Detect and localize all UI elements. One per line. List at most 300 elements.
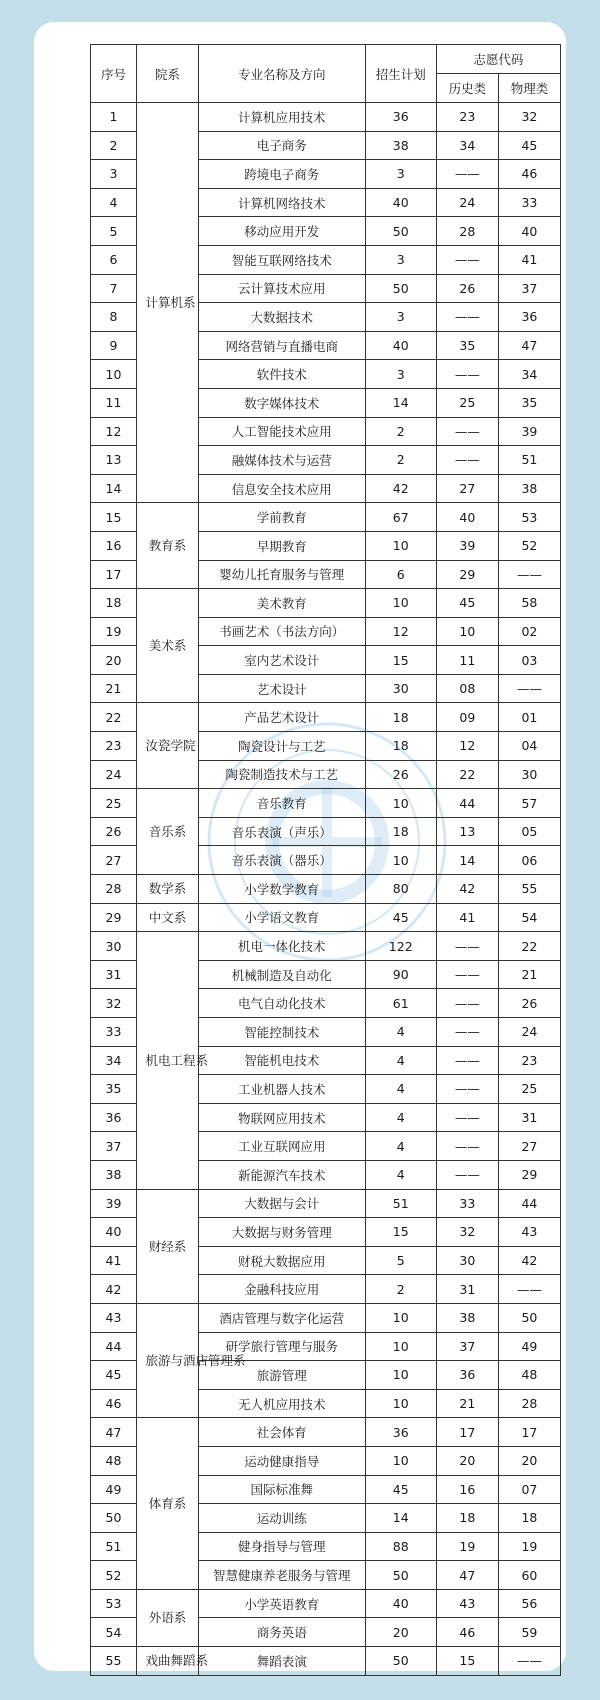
cell-history-code: 24 [436, 188, 498, 217]
cell-quota: 18 [365, 817, 436, 846]
cell-seq: 12 [91, 417, 137, 446]
cell-seq: 16 [91, 531, 137, 560]
cell-major: 计算机应用技术 [199, 103, 366, 132]
cell-history-code: 23 [436, 103, 498, 132]
cell-physics-code: 43 [498, 1218, 560, 1247]
cell-history-code: 25 [436, 388, 498, 417]
cell-history-code: 33 [436, 1189, 498, 1218]
cell-major: 大数据技术 [199, 303, 366, 332]
cell-seq: 30 [91, 932, 137, 961]
cell-seq: 36 [91, 1103, 137, 1132]
cell-physics-code: 05 [498, 817, 560, 846]
cell-history-code: 09 [436, 703, 498, 732]
cell-seq: 27 [91, 846, 137, 875]
cell-major: 工业机器人技术 [199, 1075, 366, 1104]
cell-physics-code: 53 [498, 503, 560, 532]
cell-major: 艺术设计 [199, 674, 366, 703]
cell-quota: 26 [365, 760, 436, 789]
cell-department [136, 903, 198, 932]
cell-quota: 40 [365, 188, 436, 217]
cell-seq: 21 [91, 674, 137, 703]
cell-major: 无人机应用技术 [199, 1389, 366, 1418]
cell-physics-code: 02 [498, 617, 560, 646]
cell-physics-code: 19 [498, 1532, 560, 1561]
cell-seq: 52 [91, 1561, 137, 1590]
cell-major: 酒店管理与数字化运营 [199, 1303, 366, 1332]
cell-quota: 6 [365, 560, 436, 589]
cell-physics-code: 55 [498, 875, 560, 904]
cell-physics-code: 18 [498, 1504, 560, 1533]
cell-physics-code: —— [498, 674, 560, 703]
cell-history-code: 11 [436, 646, 498, 675]
department-name: 计算机系 [145, 295, 196, 311]
cell-seq: 18 [91, 589, 137, 618]
cell-history-code: —— [436, 160, 498, 189]
cell-major: 室内艺术设计 [199, 646, 366, 675]
cell-seq: 41 [91, 1246, 137, 1275]
cell-major: 财税大数据应用 [199, 1246, 366, 1275]
cell-major: 陶瓷设计与工艺 [199, 732, 366, 761]
cell-major: 新能源汽车技术 [199, 1160, 366, 1189]
cell-major: 大数据与财务管理 [199, 1218, 366, 1247]
cell-physics-code: 03 [498, 646, 560, 675]
cell-physics-code: 46 [498, 160, 560, 189]
cell-seq: 50 [91, 1504, 137, 1533]
cell-quota: 50 [365, 1561, 436, 1590]
cell-history-code: 42 [436, 875, 498, 904]
cell-history-code: 18 [436, 1504, 498, 1533]
cell-major: 智慧健康养老服务与管理 [199, 1561, 366, 1590]
cell-seq: 8 [91, 303, 137, 332]
header-major: 专业名称及方向 [199, 45, 366, 103]
cell-quota: 4 [365, 1018, 436, 1047]
cell-quota: 14 [365, 1504, 436, 1533]
cell-seq: 46 [91, 1389, 137, 1418]
cell-history-code: 43 [436, 1589, 498, 1618]
cell-history-code: 37 [436, 1332, 498, 1361]
cell-quota: 2 [365, 417, 436, 446]
table-row [91, 932, 561, 961]
cell-physics-code: 32 [498, 103, 560, 132]
cell-major: 书画艺术（书法方向） [199, 617, 366, 646]
cell-major: 数字媒体技术 [199, 388, 366, 417]
cell-major: 产品艺术设计 [199, 703, 366, 732]
cell-seq: 32 [91, 989, 137, 1018]
cell-physics-code: 45 [498, 131, 560, 160]
cell-history-code: 30 [436, 1246, 498, 1275]
cell-history-code: —— [436, 446, 498, 475]
cell-history-code: 35 [436, 331, 498, 360]
cell-history-code: 10 [436, 617, 498, 646]
cell-history-code: 39 [436, 531, 498, 560]
department-name: 戏曲舞蹈系 [145, 1653, 208, 1669]
cell-physics-code: 35 [498, 388, 560, 417]
department-name: 机电工程系 [145, 1052, 208, 1068]
header-seq: 序号 [91, 45, 137, 103]
cell-physics-code: 57 [498, 789, 560, 818]
department-name: 汝瓷学院 [145, 738, 196, 754]
cell-quota: 18 [365, 703, 436, 732]
cell-physics-code: 20 [498, 1446, 560, 1475]
cell-major: 研学旅行管理与服务 [199, 1332, 366, 1361]
cell-seq: 38 [91, 1160, 137, 1189]
cell-physics-code: 47 [498, 331, 560, 360]
cell-quota: 10 [365, 589, 436, 618]
cell-quota: 45 [365, 1475, 436, 1504]
cell-major: 电气自动化技术 [199, 989, 366, 1018]
department-name: 美术系 [148, 638, 187, 654]
cell-physics-code: 39 [498, 417, 560, 446]
cell-major: 音乐教育 [199, 789, 366, 818]
cell-seq: 31 [91, 960, 137, 989]
cell-quota: 51 [365, 1189, 436, 1218]
cell-major: 电子商务 [199, 131, 366, 160]
cell-department [136, 103, 198, 503]
cell-department [136, 703, 198, 789]
cell-major: 健身指导与管理 [199, 1532, 366, 1561]
cell-major: 融媒体技术与运营 [199, 446, 366, 475]
content-card [34, 22, 566, 1671]
cell-history-code: —— [436, 303, 498, 332]
cell-major: 智能互联网络技术 [199, 245, 366, 274]
cell-seq: 1 [91, 103, 137, 132]
cell-seq: 51 [91, 1532, 137, 1561]
header-quota: 招生计划 [365, 45, 436, 103]
cell-history-code: 08 [436, 674, 498, 703]
cell-seq: 39 [91, 1189, 137, 1218]
cell-history-code: 47 [436, 1561, 498, 1590]
cell-seq: 10 [91, 360, 137, 389]
cell-seq: 15 [91, 503, 137, 532]
cell-history-code: 28 [436, 217, 498, 246]
cell-quota: 122 [365, 932, 436, 961]
cell-department [136, 789, 198, 875]
cell-quota: 10 [365, 1303, 436, 1332]
cell-seq: 11 [91, 388, 137, 417]
cell-major: 音乐表演（器乐） [199, 846, 366, 875]
table-row [91, 903, 561, 932]
cell-major: 社会体育 [199, 1418, 366, 1447]
cell-quota: 4 [365, 1103, 436, 1132]
cell-major: 跨境电子商务 [199, 160, 366, 189]
cell-history-code: 44 [436, 789, 498, 818]
cell-major: 小学英语教育 [199, 1589, 366, 1618]
cell-physics-code: 58 [498, 589, 560, 618]
cell-quota: 10 [365, 1332, 436, 1361]
cell-quota: 3 [365, 160, 436, 189]
cell-quota: 3 [365, 303, 436, 332]
cell-seq: 6 [91, 245, 137, 274]
cell-quota: 2 [365, 1275, 436, 1304]
cell-major: 人工智能技术应用 [199, 417, 366, 446]
cell-physics-code: 26 [498, 989, 560, 1018]
cell-quota: 10 [365, 1446, 436, 1475]
cell-physics-code: 29 [498, 1160, 560, 1189]
cell-quota: 40 [365, 1589, 436, 1618]
cell-physics-code: —— [498, 560, 560, 589]
cell-seq: 40 [91, 1218, 137, 1247]
cell-physics-code: 41 [498, 245, 560, 274]
cell-physics-code: 17 [498, 1418, 560, 1447]
cell-history-code: 20 [436, 1446, 498, 1475]
cell-major: 商务英语 [199, 1618, 366, 1647]
cell-physics-code: 21 [498, 960, 560, 989]
department-name: 数学系 [148, 881, 187, 897]
cell-quota: 10 [365, 1389, 436, 1418]
cell-major: 云计算技术应用 [199, 274, 366, 303]
cell-history-code: —— [436, 989, 498, 1018]
cell-physics-code: 04 [498, 732, 560, 761]
cell-physics-code: 23 [498, 1046, 560, 1075]
cell-seq: 25 [91, 789, 137, 818]
cell-seq: 23 [91, 732, 137, 761]
cell-history-code: 17 [436, 1418, 498, 1447]
cell-quota: 67 [365, 503, 436, 532]
cell-seq: 34 [91, 1046, 137, 1075]
cell-quota: 40 [365, 331, 436, 360]
cell-history-code: 31 [436, 1275, 498, 1304]
cell-seq: 47 [91, 1418, 137, 1447]
cell-major: 机电一体化技术 [199, 932, 366, 961]
cell-history-code: —— [436, 1018, 498, 1047]
cell-physics-code: 07 [498, 1475, 560, 1504]
cell-department [136, 589, 198, 703]
cell-physics-code: 60 [498, 1561, 560, 1590]
cell-seq: 7 [91, 274, 137, 303]
cell-quota: 18 [365, 732, 436, 761]
cell-quota: 20 [365, 1618, 436, 1647]
cell-major: 大数据与会计 [199, 1189, 366, 1218]
cell-physics-code: 50 [498, 1303, 560, 1332]
cell-major: 金融科技应用 [199, 1275, 366, 1304]
cell-major: 陶瓷制造技术与工艺 [199, 760, 366, 789]
cell-major: 智能控制技术 [199, 1018, 366, 1047]
cell-major: 小学语文教育 [199, 903, 366, 932]
table-row [91, 789, 561, 818]
cell-quota: 10 [365, 1361, 436, 1390]
cell-physics-code: 22 [498, 932, 560, 961]
cell-physics-code: 34 [498, 360, 560, 389]
cell-seq: 44 [91, 1332, 137, 1361]
cell-department [136, 1589, 198, 1646]
cell-seq: 28 [91, 875, 137, 904]
cell-quota: 3 [365, 360, 436, 389]
cell-physics-code: —— [498, 1275, 560, 1304]
header-code: 志愿代码 [436, 45, 560, 74]
department-name: 教育系 [148, 538, 187, 554]
cell-major: 工业互联网应用 [199, 1132, 366, 1161]
cell-seq: 33 [91, 1018, 137, 1047]
cell-major: 小学数学教育 [199, 875, 366, 904]
cell-history-code: —— [436, 1046, 498, 1075]
cell-history-code: 41 [436, 903, 498, 932]
cell-department [136, 932, 208, 1189]
cell-seq: 20 [91, 646, 137, 675]
table-body [91, 103, 561, 1676]
cell-quota: 2 [365, 446, 436, 475]
cell-physics-code: 37 [498, 274, 560, 303]
header-physics: 物理类 [498, 74, 560, 103]
cell-major: 国际标准舞 [199, 1475, 366, 1504]
cell-history-code: 38 [436, 1303, 498, 1332]
cell-history-code: 16 [436, 1475, 498, 1504]
cell-major: 舞蹈表演 [199, 1647, 366, 1676]
cell-quota: 4 [365, 1046, 436, 1075]
table-row [91, 875, 561, 904]
header-history: 历史类 [436, 74, 498, 103]
cell-quota: 50 [365, 274, 436, 303]
cell-history-code: 15 [436, 1647, 498, 1676]
table-row [91, 589, 561, 618]
cell-quota: 36 [365, 1418, 436, 1447]
cell-seq: 14 [91, 474, 137, 503]
cell-physics-code: 01 [498, 703, 560, 732]
cell-major: 网络营销与直播电商 [199, 331, 366, 360]
cell-physics-code: —— [498, 1647, 560, 1676]
department-name: 体育系 [148, 1496, 187, 1512]
cell-quota: 10 [365, 846, 436, 875]
cell-quota: 14 [365, 388, 436, 417]
cell-quota: 50 [365, 1647, 436, 1676]
cell-seq: 4 [91, 188, 137, 217]
department-name: 财经系 [148, 1238, 187, 1254]
cell-quota: 42 [365, 474, 436, 503]
cell-seq: 13 [91, 446, 137, 475]
cell-seq: 48 [91, 1446, 137, 1475]
cell-quota: 88 [365, 1532, 436, 1561]
cell-history-code: 34 [436, 131, 498, 160]
cell-seq: 19 [91, 617, 137, 646]
cell-quota: 4 [365, 1160, 436, 1189]
cell-major: 物联网应用技术 [199, 1103, 366, 1132]
cell-physics-code: 38 [498, 474, 560, 503]
cell-history-code: 45 [436, 589, 498, 618]
cell-history-code: 22 [436, 760, 498, 789]
cell-seq: 49 [91, 1475, 137, 1504]
cell-seq: 26 [91, 817, 137, 846]
header-dept: 院系 [136, 45, 198, 103]
cell-history-code: 32 [436, 1218, 498, 1247]
department-name: 旅游与酒店管理系 [145, 1353, 246, 1369]
cell-history-code: 46 [436, 1618, 498, 1647]
cell-seq: 45 [91, 1361, 137, 1390]
table-row [91, 1418, 561, 1447]
cell-physics-code: 49 [498, 1332, 560, 1361]
table-row [91, 703, 561, 732]
cell-seq: 55 [91, 1647, 137, 1676]
cell-history-code: —— [436, 245, 498, 274]
cell-major: 学前教育 [199, 503, 366, 532]
cell-history-code: 19 [436, 1532, 498, 1561]
cell-department [136, 1303, 246, 1417]
cell-physics-code: 24 [498, 1018, 560, 1047]
header-row [91, 45, 561, 74]
cell-quota: 4 [365, 1075, 436, 1104]
cell-physics-code: 30 [498, 760, 560, 789]
cell-department [136, 1647, 208, 1676]
cell-quota: 3 [365, 245, 436, 274]
cell-seq: 43 [91, 1303, 137, 1332]
cell-department [136, 1418, 198, 1590]
cell-history-code: —— [436, 1103, 498, 1132]
table-row [91, 503, 561, 532]
cell-quota: 15 [365, 1218, 436, 1247]
cell-seq: 54 [91, 1618, 137, 1647]
cell-major: 旅游管理 [199, 1361, 366, 1390]
cell-physics-code: 40 [498, 217, 560, 246]
cell-history-code: —— [436, 1132, 498, 1161]
cell-seq: 29 [91, 903, 137, 932]
cell-physics-code: 44 [498, 1189, 560, 1218]
cell-quota: 10 [365, 789, 436, 818]
cell-history-code: 29 [436, 560, 498, 589]
cell-history-code: 40 [436, 503, 498, 532]
cell-seq: 2 [91, 131, 137, 160]
department-name: 中文系 [148, 909, 187, 925]
cell-seq: 22 [91, 703, 137, 732]
cell-seq: 42 [91, 1275, 137, 1304]
cell-quota: 50 [365, 217, 436, 246]
cell-history-code: —— [436, 1075, 498, 1104]
table-row [91, 1303, 561, 1332]
cell-history-code: —— [436, 960, 498, 989]
cell-quota: 61 [365, 989, 436, 1018]
cell-quota: 45 [365, 903, 436, 932]
cell-seq: 24 [91, 760, 137, 789]
cell-major: 运动健康指导 [199, 1446, 366, 1475]
cell-history-code: —— [436, 417, 498, 446]
cell-quota: 12 [365, 617, 436, 646]
enrollment-table [90, 44, 561, 1676]
cell-seq: 53 [91, 1589, 137, 1618]
department-name: 外语系 [148, 1610, 187, 1626]
cell-history-code: —— [436, 1160, 498, 1189]
cell-quota: 38 [365, 131, 436, 160]
cell-major: 婴幼儿托育服务与管理 [199, 560, 366, 589]
cell-major: 软件技术 [199, 360, 366, 389]
cell-physics-code: 25 [498, 1075, 560, 1104]
cell-major: 信息安全技术应用 [199, 474, 366, 503]
cell-major: 计算机网络技术 [199, 188, 366, 217]
cell-major: 美术教育 [199, 589, 366, 618]
cell-major: 音乐表演（声乐） [199, 817, 366, 846]
table-row [91, 103, 561, 132]
department-name: 音乐系 [148, 824, 187, 840]
cell-quota: 10 [365, 531, 436, 560]
cell-quota: 5 [365, 1246, 436, 1275]
cell-quota: 36 [365, 103, 436, 132]
cell-major: 运动训练 [199, 1504, 366, 1533]
cell-history-code: 12 [436, 732, 498, 761]
cell-physics-code: 48 [498, 1361, 560, 1390]
cell-quota: 30 [365, 674, 436, 703]
cell-physics-code: 36 [498, 303, 560, 332]
table-row [91, 1589, 561, 1618]
cell-seq: 3 [91, 160, 137, 189]
cell-department [136, 875, 198, 904]
cell-major: 早期教育 [199, 531, 366, 560]
cell-quota: 4 [365, 1132, 436, 1161]
cell-history-code: —— [436, 932, 498, 961]
cell-quota: 80 [365, 875, 436, 904]
cell-physics-code: 54 [498, 903, 560, 932]
cell-seq: 37 [91, 1132, 137, 1161]
cell-physics-code: 06 [498, 846, 560, 875]
cell-major: 智能机电技术 [199, 1046, 366, 1075]
cell-major: 机械制造及自动化 [199, 960, 366, 989]
cell-physics-code: 51 [498, 446, 560, 475]
cell-department [136, 1189, 198, 1303]
